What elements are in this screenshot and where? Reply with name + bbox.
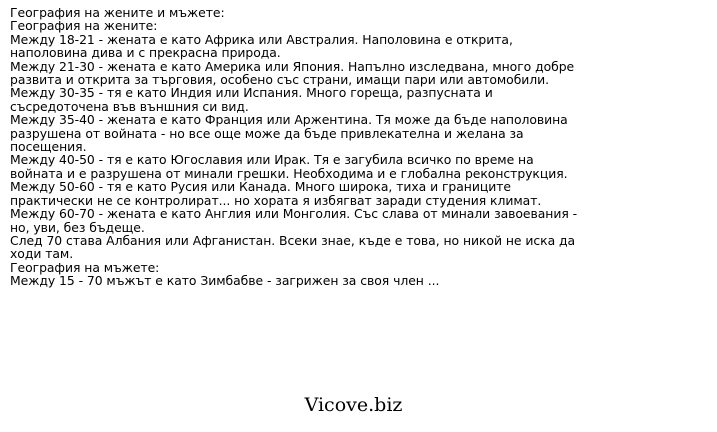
paragraph-60-70: Между 60-70 - жената е като Англия или Монголия. Със слава от минали завоевания - но, уви, без бъдеще. <box>10 206 578 235</box>
paragraph-30-35: Между 30-35 - тя е като Индия или Испания. Много гореща, разпусната и съсредоточена във външния си вид. <box>10 85 493 114</box>
document-body <box>10 6 590 288</box>
section-heading-men: География на мъжете: <box>10 259 160 275</box>
paragraph-35-40: Между 35-40 - жената е като Франция или Аржентина. Тя може да бъде наполовина разрушена от войната - но все още може да бъде привлекателна и желана за посещения. <box>10 112 568 155</box>
paragraph-50-60: Между 50-60 - тя е като Русия или Канада. Много широка, тиха и границите практически не се контролират... но хората я избягват заради студения климат. <box>10 179 542 208</box>
section-heading-women: География на жените: <box>10 18 158 34</box>
paragraph-18-21: Между 18-21 - жената е като Африка или Австралия. Наполовина е открита, наполовина дива и с прекрасна природа. <box>10 31 513 61</box>
site-watermark: Vicove.biz <box>304 394 403 416</box>
paragraph-21-30: Между 21-30 - жената е като Америка или Япония. Напълно изследвана, много добре развита и открита за търговия, особено със страни, имащи пари или автомобили. <box>10 58 575 88</box>
paragraph-men: Между 15 - 70 мъжът е като Зимбабве - загрижен за своя член ... <box>10 273 440 289</box>
paragraph-after-70: След 70 става Албания или Афганистан. Всеки знае, къде е това, но никой не иска да ходи там. <box>10 232 576 262</box>
paragraph-40-50: Между 40-50 - тя е като Югославия или Ирак. Тя е загубила всичко по време на войната и е разрушена от минали грешки. Необходима и е глобална реконструкция. <box>10 152 568 181</box>
document-title: География на жените и мъжете: <box>10 5 225 20</box>
